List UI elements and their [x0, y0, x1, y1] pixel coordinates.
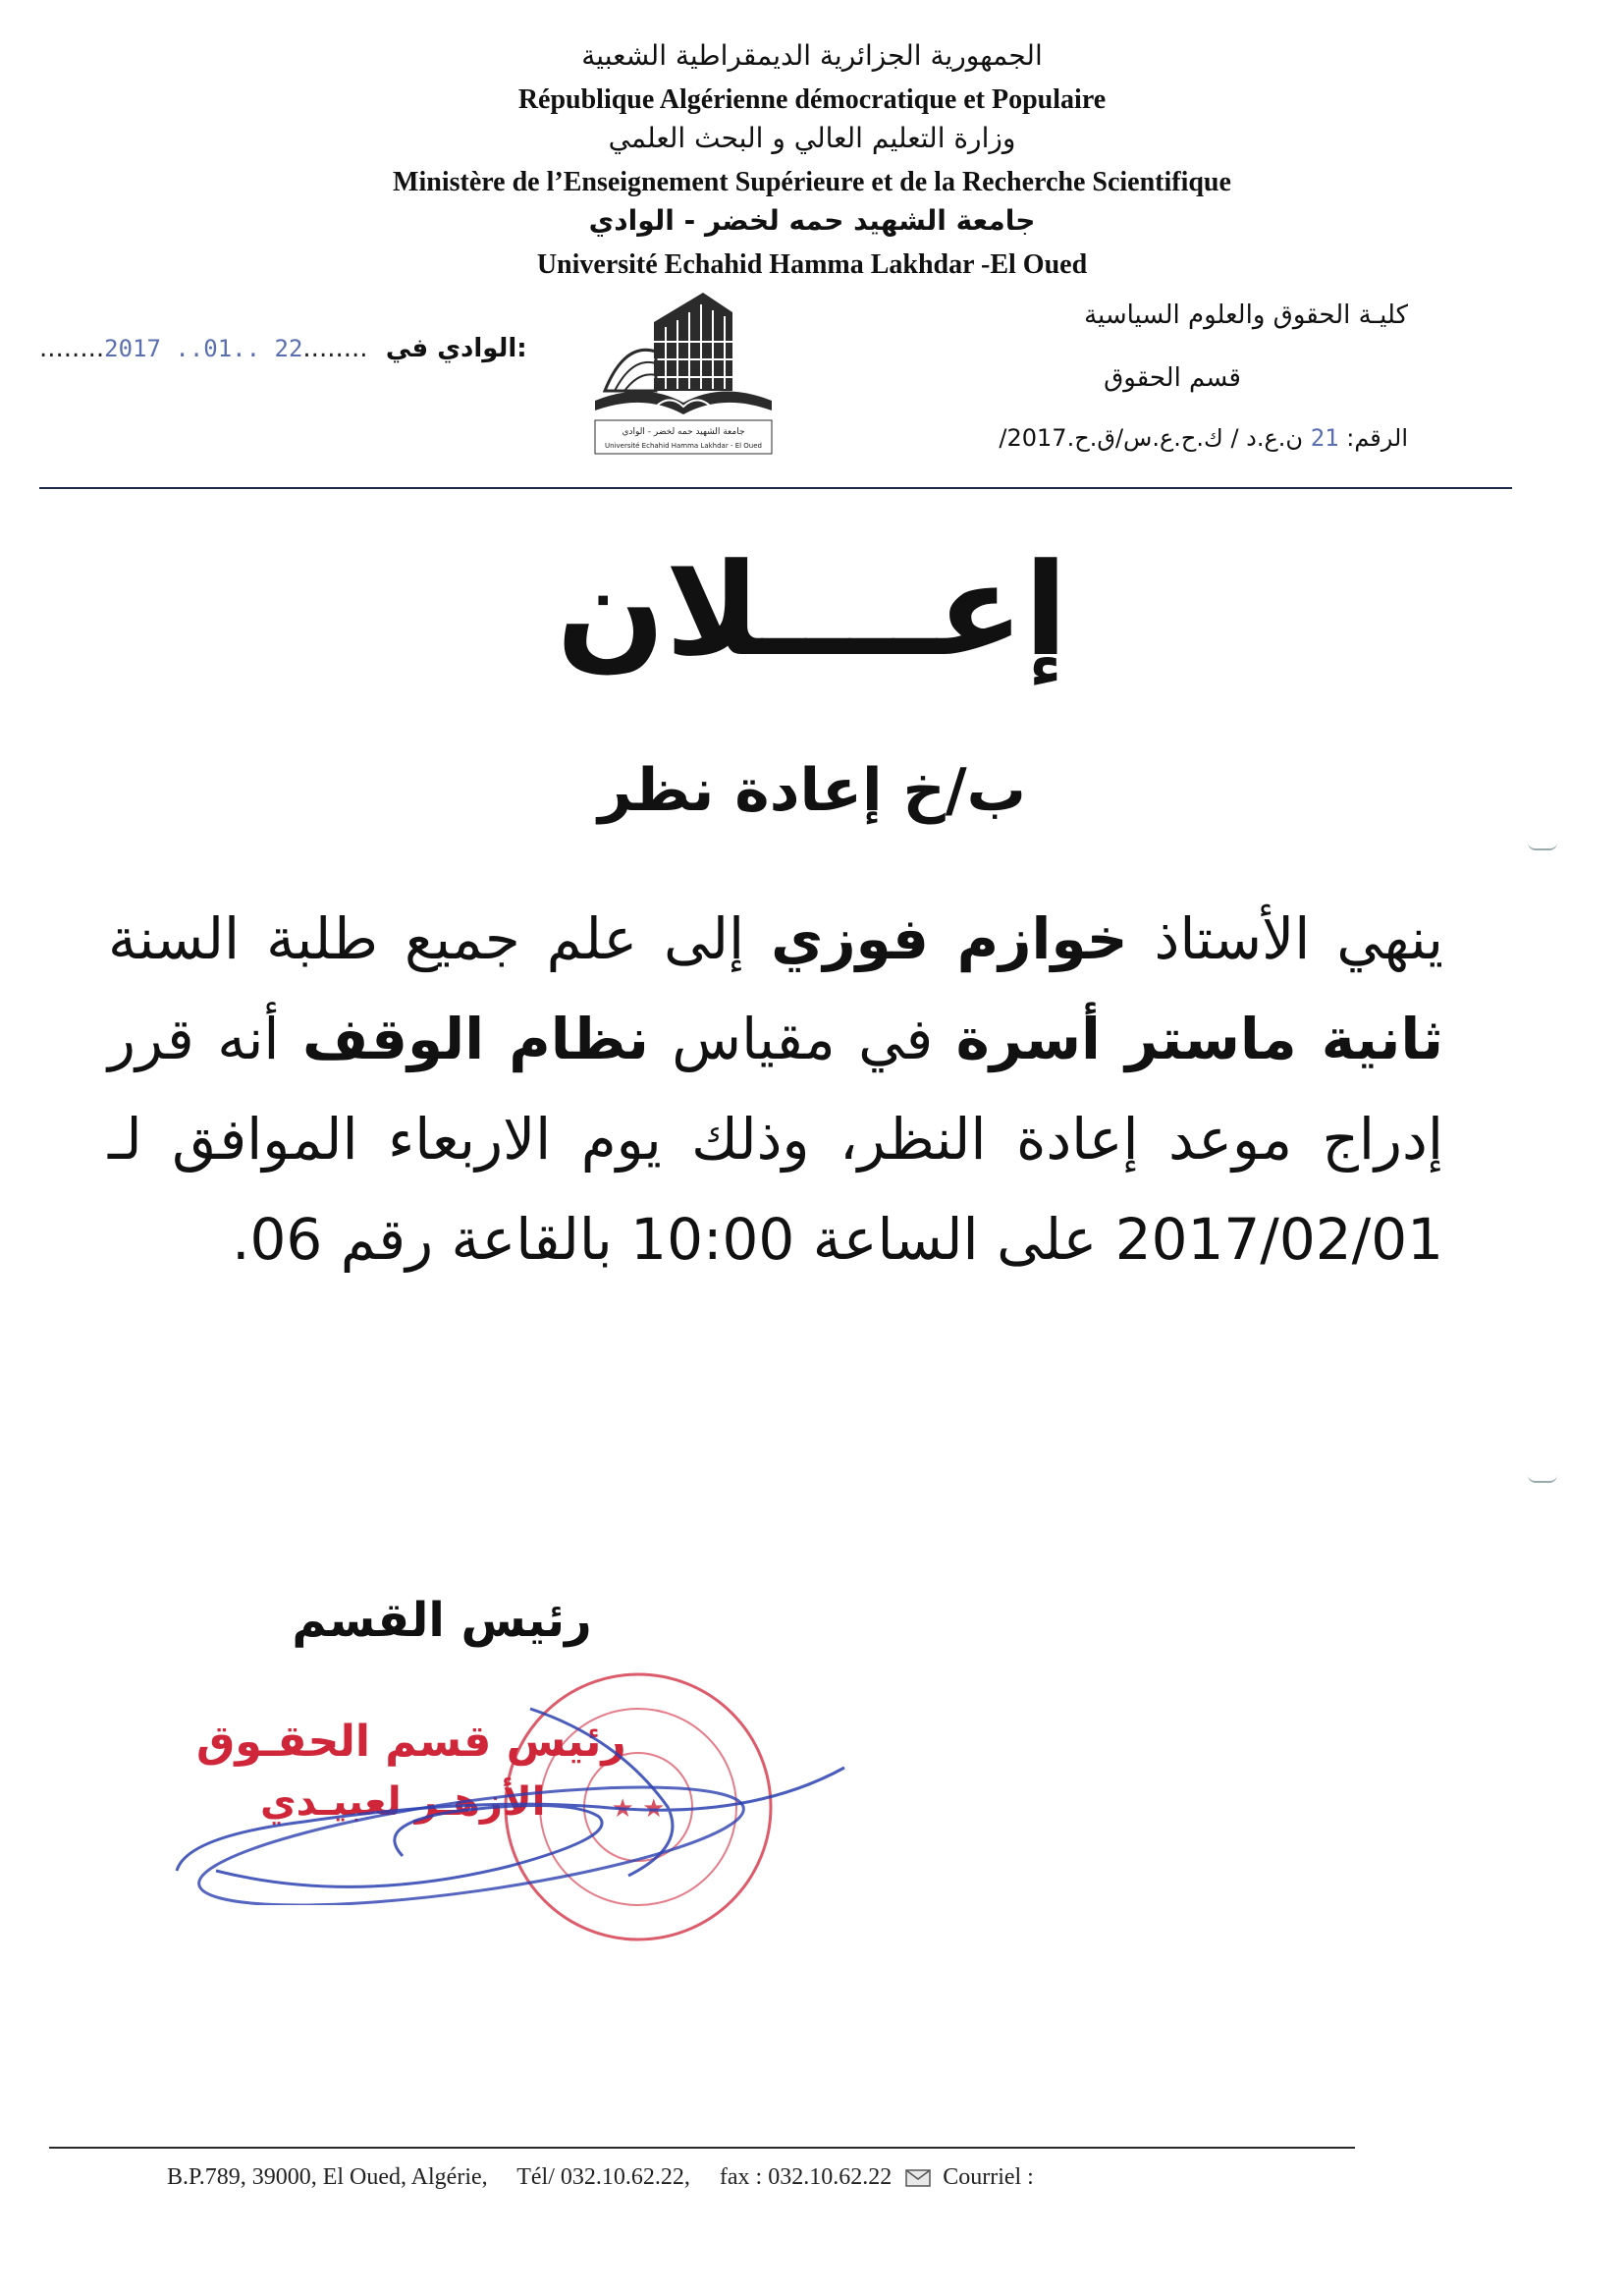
department-head-title: رئيس القسم: [292, 1593, 592, 1648]
department-name: قسم الحقوق: [1104, 363, 1241, 393]
footer-divider: [49, 2147, 1355, 2149]
footer-fax: fax : 032.10.62.22: [719, 2164, 893, 2190]
header-university-fr: Université Echahid Hamma Lakhdar -El Oued: [536, 249, 1088, 280]
footer-contact: [167, 2164, 1057, 2191]
footer-email-label: Courriel :: [943, 2164, 1034, 2190]
announcement-subtitle: ب/خ إعادة نظر: [598, 756, 1026, 825]
reference-value: ن.ع.د / ك.ح.ع.س/ق.ح.2017/: [999, 424, 1304, 452]
body-part2: إلى علم جميع طلبة السنة: [108, 905, 772, 972]
stamp-line-name: الأزهـر لعبيـدي: [260, 1779, 546, 1825]
reference-handwritten-number: 21: [1310, 424, 1339, 452]
university-logo: [585, 283, 782, 460]
reference-number: [999, 424, 1408, 452]
date-dots-after: ........: [302, 334, 368, 363]
stamp-star-left: ★ ★: [611, 1794, 666, 1824]
header-republic-fr: République Algérienne démocratique et Populaire: [517, 84, 1107, 115]
date-handwritten: 2017 ..01.. 22: [104, 335, 303, 362]
header-university-ar: جامعة الشهيد حمه لخضر - الوادي: [588, 204, 1036, 237]
scan-edge-mark-top: [1528, 843, 1557, 850]
university-building-logo-icon: [585, 283, 782, 460]
body-part1: ينهي الأستاذ: [1127, 905, 1443, 972]
handwritten-signature: [157, 1650, 864, 1905]
announcement-body: [108, 889, 1443, 1289]
announcement-title: إعــــلان: [556, 535, 1068, 684]
student-level: ثانية ماستر أسرة: [955, 1006, 1443, 1072]
scan-edge-mark-bottom: [1528, 1475, 1557, 1483]
logo-caption-ar: جامعة الشهيد حمه لخضر - الوادي: [622, 427, 745, 437]
stamp-line-title: رئيس قسم الحقـوق: [196, 1717, 626, 1767]
header-divider: [39, 487, 1512, 489]
date-line: [39, 334, 527, 363]
footer-tel: Tél/ 032.10.62.22,: [516, 2164, 690, 2190]
logo-caption-fr: Université Echahid Hamma Lakhdar - El Oued: [604, 442, 763, 450]
subject-name: نظام الوقف: [302, 1006, 649, 1072]
faculty-name: كليـة الحقوق والعلوم السياسية: [1084, 300, 1408, 330]
header-ministry-ar: وزارة التعليم العالي و البحث العلمي: [608, 122, 1016, 154]
body-part3: في مقياس: [648, 1006, 956, 1072]
header-ministry-fr: Ministère de l’Enseignement Supérieure et de la Recherche Scientifique: [393, 167, 1231, 197]
reference-label: الرقم:: [1346, 424, 1408, 452]
date-dots-before: ........: [39, 334, 105, 363]
professor-name: خوازم فوزي: [771, 905, 1128, 972]
header-republic-ar: الجمهورية الجزائرية الديمقراطية الشعبية: [581, 39, 1043, 72]
date-label: الوادي في:: [385, 334, 527, 363]
mail-icon: [905, 2169, 931, 2187]
body-part4: أنه قرر إدراج موعد إعادة النظر، وذلك يوم الاربعاء الموافق لـ 2017/02/01 على الساعة 10:00 بالقاعة رقم 06.: [108, 1006, 1443, 1273]
footer-address: B.P.789, 39000, El Oued, Algérie,: [167, 2164, 488, 2190]
